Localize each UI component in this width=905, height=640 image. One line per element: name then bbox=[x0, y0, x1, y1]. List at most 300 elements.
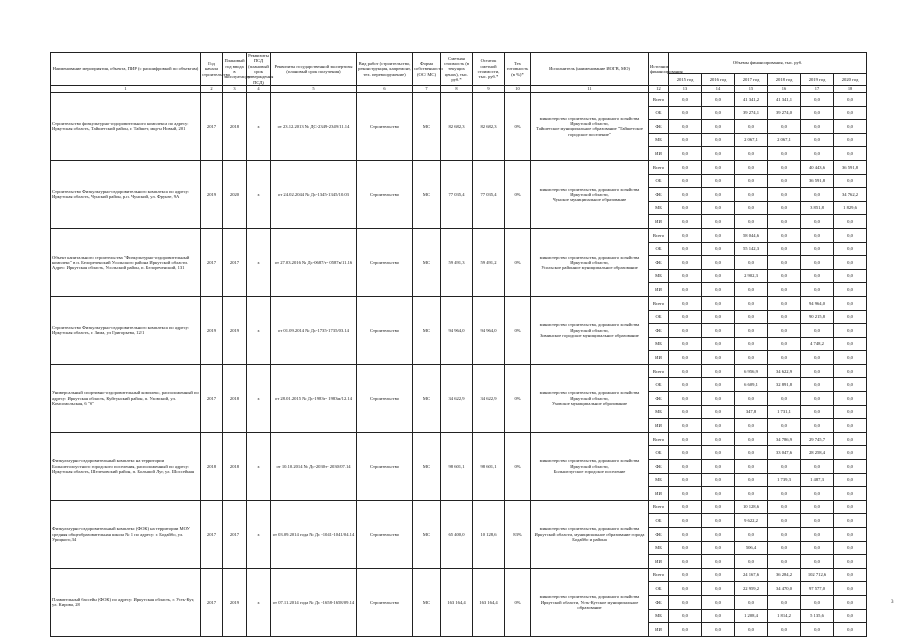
ownership: МС bbox=[413, 364, 441, 432]
cost-value: 163 164,4 bbox=[441, 568, 473, 636]
column-number: 1 bbox=[51, 86, 201, 93]
column-numbers-row bbox=[51, 86, 867, 93]
rest-value: 34 622,9 bbox=[473, 364, 505, 432]
amount-cell: 0,0 bbox=[768, 256, 801, 270]
source-cell: ОБ bbox=[649, 174, 669, 188]
amount-cell: 0,0 bbox=[801, 147, 834, 161]
amount-cell: 0,0 bbox=[702, 392, 735, 406]
amount-cell: 102 712,6 bbox=[801, 568, 834, 582]
object-name: Физкультурно-оздоровительный комплекс (ФОК) на территории МОУ средняя общеобразовательная школа № 1 по адресу: г. Бодайбо, ул. Урицкого,34 bbox=[51, 500, 201, 568]
source-cell: ИИ bbox=[649, 623, 669, 637]
source-cell: МБ bbox=[649, 473, 669, 487]
column-number: 2 bbox=[201, 86, 223, 93]
amount-cell: 0,0 bbox=[801, 541, 834, 555]
amount-cell: 33 047,6 bbox=[768, 446, 801, 460]
amount-cell: 0,0 bbox=[834, 364, 867, 378]
amount-cell: 0,0 bbox=[735, 201, 768, 215]
column-number: 12 bbox=[649, 86, 669, 93]
source-cell: ИИ bbox=[649, 351, 669, 365]
amount-cell: 0,0 bbox=[669, 568, 702, 582]
amount-cell: 0,0 bbox=[702, 283, 735, 297]
amount-cell: 0,0 bbox=[735, 174, 768, 188]
amount-cell: 0,0 bbox=[768, 460, 801, 474]
readiness-value: 0% bbox=[505, 568, 531, 636]
amount-cell: 0,0 bbox=[768, 595, 801, 609]
amount-cell: 0,0 bbox=[735, 419, 768, 433]
readiness-value: 0% bbox=[505, 160, 531, 228]
amount-cell: 0,0 bbox=[768, 541, 801, 555]
amount-cell: 0,0 bbox=[669, 201, 702, 215]
amount-cell: 41 341,1 bbox=[768, 93, 801, 107]
amount-cell: 58 044,6 bbox=[735, 228, 768, 242]
object-name: Объект капитального строительства "Физкультурно-оздоровительный комплекс" в п. Белореченский Усольского района Иркутской области. Адрес: Иркутская область, Усольский район, п. Белореченский, 131 bbox=[51, 228, 201, 296]
header-psd: Реквизиты ПСД (плановый срок утверждения ПСД) bbox=[248, 53, 274, 85]
amount-cell: 0,0 bbox=[834, 324, 867, 338]
ownership: МС bbox=[413, 568, 441, 636]
amount-cell: 34 786,9 bbox=[768, 432, 801, 446]
table-row bbox=[51, 296, 867, 310]
column-number: 18 bbox=[834, 86, 867, 93]
header-end-year: Плановый год ввода в эксплуатацию bbox=[223, 53, 247, 86]
source-cell: ОБ bbox=[649, 310, 669, 324]
header-ownership: Форма собственности (ОС/ МС) bbox=[413, 53, 441, 86]
amount-cell: 0,0 bbox=[834, 310, 867, 324]
amount-cell: 0,0 bbox=[669, 364, 702, 378]
amount-cell: 0,0 bbox=[768, 351, 801, 365]
amount-cell: 0,0 bbox=[702, 296, 735, 310]
amount-cell: 6 609,1 bbox=[735, 378, 768, 392]
amount-cell: 0,0 bbox=[702, 595, 735, 609]
table-row bbox=[51, 500, 867, 514]
amount-cell: 0,0 bbox=[669, 160, 702, 174]
amount-cell: 0,0 bbox=[768, 174, 801, 188]
executor-value: министерство строительства, дорожного хозяйства Иркутской области, Большелугское городское поселение bbox=[531, 432, 649, 500]
psd-value: х bbox=[247, 296, 271, 364]
psd-value: х bbox=[247, 364, 271, 432]
cost-value: 94 964,0 bbox=[441, 296, 473, 364]
column-number: 11 bbox=[531, 86, 649, 93]
column-number: 5 bbox=[271, 86, 357, 93]
executor-value: министерство строительства, дорожного хозяйства Иркутской области, Уховское муниципальное образование bbox=[531, 364, 649, 432]
readiness-value: 0% bbox=[505, 228, 531, 296]
amount-cell: 0,0 bbox=[834, 528, 867, 542]
amount-cell: 36 284,2 bbox=[768, 568, 801, 582]
amount-cell: 0,0 bbox=[669, 120, 702, 134]
amount-cell: 0,0 bbox=[702, 201, 735, 215]
amount-cell: 1 731,1 bbox=[768, 405, 801, 419]
psd-value: х bbox=[247, 568, 271, 636]
column-number: 15 bbox=[735, 86, 768, 93]
column-number: 3 bbox=[223, 86, 247, 93]
amount-cell: 0,0 bbox=[735, 555, 768, 569]
source-cell: ОБ bbox=[649, 446, 669, 460]
amount-cell: 0,0 bbox=[735, 324, 768, 338]
amount-cell: 0,0 bbox=[702, 133, 735, 147]
amount-cell: 0,0 bbox=[669, 351, 702, 365]
end-year: 2018 bbox=[223, 432, 247, 500]
amount-cell: 0,0 bbox=[834, 147, 867, 161]
amount-cell: 0,0 bbox=[801, 351, 834, 365]
expertise-value: от 24.02.2044 № Дс-1345-1345/10.03 bbox=[271, 160, 357, 228]
amount-cell: 0,0 bbox=[702, 514, 735, 528]
amount-cell: 0,0 bbox=[735, 256, 768, 270]
header-name: Наименование мероприятия, объекта, ПИР (с расшифровкой по объектам) bbox=[51, 53, 201, 86]
amount-cell: 0,0 bbox=[834, 228, 867, 242]
amount-cell: 0,0 bbox=[801, 487, 834, 501]
rest-value: 94 964,0 bbox=[473, 296, 505, 364]
amount-cell: 0,0 bbox=[735, 120, 768, 134]
amount-cell: 0,0 bbox=[669, 473, 702, 487]
amount-cell: 0,0 bbox=[735, 188, 768, 202]
amount-cell: 0,0 bbox=[801, 120, 834, 134]
amount-cell: 0,0 bbox=[669, 419, 702, 433]
amount-cell: 40 443,6 bbox=[801, 160, 834, 174]
amount-cell: 0,0 bbox=[801, 133, 834, 147]
amount-cell: 347,8 bbox=[735, 405, 768, 419]
amount-cell: 0,0 bbox=[801, 392, 834, 406]
end-year: 2019 bbox=[223, 568, 247, 636]
amount-cell: 0,0 bbox=[834, 269, 867, 283]
source-cell: ОБ bbox=[649, 242, 669, 256]
amount-cell: 0,0 bbox=[735, 460, 768, 474]
amount-cell: 0,0 bbox=[801, 215, 834, 229]
executor-value: министерство строительства, дорожного хозяйства Иркутской области, Усольское районное муниципальное образование bbox=[531, 228, 649, 296]
source-cell: МБ bbox=[649, 133, 669, 147]
source-cell: ФБ bbox=[649, 256, 669, 270]
amount-cell: 0,0 bbox=[768, 215, 801, 229]
amount-cell: 0,0 bbox=[669, 446, 702, 460]
amount-cell: 0,0 bbox=[735, 487, 768, 501]
amount-cell: 0,0 bbox=[801, 623, 834, 637]
amount-cell: 0,0 bbox=[702, 528, 735, 542]
object-name: Плавательный бассейн (ФОК) по адресу: Иркутская область, г. Усть-Кут, ул. Кирова, 28 bbox=[51, 568, 201, 636]
amount-cell: 0,0 bbox=[768, 487, 801, 501]
amount-cell: 0,0 bbox=[702, 324, 735, 338]
column-number: 13 bbox=[669, 86, 702, 93]
amount-cell: 0,0 bbox=[834, 405, 867, 419]
amount-cell: 0,0 bbox=[702, 160, 735, 174]
source-cell: ИИ bbox=[649, 487, 669, 501]
header-work-type: Вид работ (строительство, реконструкция, капремонт, тех. перевооружение) bbox=[357, 53, 413, 86]
amount-cell: 28 258,4 bbox=[801, 446, 834, 460]
work-type: Строительство bbox=[357, 432, 413, 500]
source-cell: ФБ bbox=[649, 595, 669, 609]
amount-cell: 0,0 bbox=[669, 310, 702, 324]
amount-cell: 0,0 bbox=[768, 419, 801, 433]
amount-cell: 0,0 bbox=[702, 419, 735, 433]
amount-cell: 0,0 bbox=[669, 582, 702, 596]
source-cell: Всего bbox=[649, 432, 669, 446]
amount-cell: 0,0 bbox=[735, 283, 768, 297]
source-cell: МБ bbox=[649, 201, 669, 215]
amount-cell: 0,0 bbox=[834, 120, 867, 134]
amount-cell: 0,0 bbox=[768, 228, 801, 242]
amount-cell: 0,0 bbox=[801, 419, 834, 433]
amount-cell: 0,0 bbox=[834, 446, 867, 460]
table-row bbox=[51, 432, 867, 446]
source-cell: Всего bbox=[649, 93, 669, 107]
amount-cell: 97 577,0 bbox=[801, 582, 834, 596]
amount-cell: 0,0 bbox=[669, 595, 702, 609]
amount-cell: 0,0 bbox=[834, 256, 867, 270]
source-cell: Всего bbox=[649, 296, 669, 310]
ownership: МС bbox=[413, 160, 441, 228]
executor-value: министерство строительства, дорожного хозяйства Иркутской области, Тайшетское муниципальное образование "Тайшетское городское поселение" bbox=[531, 93, 649, 161]
amount-cell: 1 829,6 bbox=[834, 201, 867, 215]
start-year: 2017 bbox=[201, 500, 223, 568]
amount-cell: 0,0 bbox=[669, 555, 702, 569]
amount-cell: 0,0 bbox=[669, 460, 702, 474]
amount-cell: 0,0 bbox=[669, 528, 702, 542]
amount-cell: 0,0 bbox=[702, 364, 735, 378]
amount-cell: 0,0 bbox=[669, 242, 702, 256]
ownership: МС bbox=[413, 93, 441, 161]
executor-value: министерство строительства, дорожного хозяйства Иркутской области, муниципальное образование города Бодайбо и района bbox=[531, 500, 649, 568]
table-row bbox=[51, 568, 867, 582]
amount-cell: 2 067,1 bbox=[768, 133, 801, 147]
start-year: 2017 bbox=[201, 568, 223, 636]
cost-value: 65 400,0 bbox=[441, 500, 473, 568]
readiness-value: 0% bbox=[505, 296, 531, 364]
source-cell: МБ bbox=[649, 269, 669, 283]
source-cell: МБ bbox=[649, 405, 669, 419]
rest-value: 59 491,2 bbox=[473, 228, 505, 296]
amount-cell: 0,0 bbox=[801, 188, 834, 202]
amount-cell: 0,0 bbox=[834, 337, 867, 351]
work-type: Строительство bbox=[357, 500, 413, 568]
amount-cell: 0,0 bbox=[735, 337, 768, 351]
amount-cell: 0,0 bbox=[702, 568, 735, 582]
amount-cell: 0,0 bbox=[702, 215, 735, 229]
expertise-value: от 07.11.2014 года № Дс -1658-1658/09.14 bbox=[271, 568, 357, 636]
amount-cell: 0,0 bbox=[768, 296, 801, 310]
amount-cell: 0,0 bbox=[702, 432, 735, 446]
amount-cell: 0,0 bbox=[834, 419, 867, 433]
source-cell: Всего bbox=[649, 160, 669, 174]
column-number: 6 bbox=[357, 86, 413, 93]
expertise-value: от 23.12.2013 № ДС-2349-2349/11.14 bbox=[271, 93, 357, 161]
header-volumes: Объемы финансирования, тыс. руб. bbox=[669, 53, 867, 74]
amount-cell: 0,0 bbox=[702, 106, 735, 120]
header-rest: Остаток сметной стоимости, тыс. руб.* bbox=[473, 53, 505, 86]
amount-cell: 2 067,1 bbox=[735, 133, 768, 147]
amount-cell: 32 891,8 bbox=[768, 378, 801, 392]
source-cell: ИИ bbox=[649, 215, 669, 229]
header-year-2018: 2018 год bbox=[768, 74, 801, 86]
amount-cell: 0,0 bbox=[702, 460, 735, 474]
amount-cell: 0,0 bbox=[834, 242, 867, 256]
amount-cell: 0,0 bbox=[834, 283, 867, 297]
amount-cell: 0,0 bbox=[801, 595, 834, 609]
executor-value: министерство строительства, дорожного хозяйства Иркутской области, Чунское муниципальное образование bbox=[531, 160, 649, 228]
amount-cell: 0,0 bbox=[801, 324, 834, 338]
column-number: 17 bbox=[801, 86, 834, 93]
table-body bbox=[51, 93, 867, 637]
object-name: Строительство физкультурно-оздоровительного комплекса по адресу: Иркутская область, Тайшетский район, г. Тайшет, мкр-н Новый, 201 bbox=[51, 93, 201, 161]
header-year-2020: 2020 год bbox=[834, 74, 867, 86]
object-name: Физкультурно-оздоровительный комплекс на территории Большеголоустного городского поселения, расположенный по адресу: Иркутская область, Шелеховский район, п. Большой Луг, ул. Шоссейная bbox=[51, 432, 201, 500]
source-cell: ФБ bbox=[649, 188, 669, 202]
source-cell: ИИ bbox=[649, 283, 669, 297]
work-type: Строительство bbox=[357, 296, 413, 364]
amount-cell: 36 591,8 bbox=[801, 174, 834, 188]
amount-cell: 0,0 bbox=[834, 487, 867, 501]
start-year: 2017 bbox=[201, 93, 223, 161]
amount-cell: 0,0 bbox=[735, 160, 768, 174]
psd-value: х bbox=[247, 432, 271, 500]
amount-cell: 0,0 bbox=[834, 93, 867, 107]
ownership: МС bbox=[413, 296, 441, 364]
table-row bbox=[51, 93, 867, 107]
rest-value: 98 601,1 bbox=[473, 432, 505, 500]
source-cell: ФБ bbox=[649, 392, 669, 406]
start-year: 2019 bbox=[201, 160, 223, 228]
amount-cell: 34 470,0 bbox=[768, 582, 801, 596]
amount-cell: 0,0 bbox=[768, 528, 801, 542]
cost-value: 77 035,4 bbox=[441, 160, 473, 228]
object-name: Строительство Физкультурно-оздоровительного комплекса по адресу: Иркутская область, Чунский район, р.п. Чунский, ул. Фрунзе, 9А bbox=[51, 160, 201, 228]
source-cell: ФБ bbox=[649, 460, 669, 474]
amount-cell: 0,0 bbox=[669, 541, 702, 555]
header-start-year: Год начала строительства bbox=[201, 53, 223, 86]
source-cell: ОБ bbox=[649, 106, 669, 120]
source-cell: ФБ bbox=[649, 528, 669, 542]
amount-cell: 0,0 bbox=[801, 405, 834, 419]
ownership: МС bbox=[413, 432, 441, 500]
source-cell: ИИ bbox=[649, 419, 669, 433]
amount-cell: 0,0 bbox=[768, 514, 801, 528]
amount-cell: 0,0 bbox=[702, 500, 735, 514]
end-year: 2018 bbox=[223, 364, 247, 432]
expertise-value: от 01.09.2014 № Дс-1735-1735/03.14 bbox=[271, 296, 357, 364]
amount-cell: 0,0 bbox=[669, 188, 702, 202]
source-cell: МБ bbox=[649, 541, 669, 555]
amount-cell: 0,0 bbox=[702, 555, 735, 569]
expertise-value: от 28.01.2015 № Дс-1983т- 1983м/12.14 bbox=[271, 364, 357, 432]
header-source: Источник финансирования bbox=[649, 53, 669, 86]
header-year-2015: 2015 год bbox=[669, 74, 702, 86]
financing-sheet bbox=[50, 52, 866, 637]
header-cost: Сметная стоимость (в текущих ценах), тыс. руб.* bbox=[441, 53, 473, 86]
amount-cell: 0,0 bbox=[768, 392, 801, 406]
column-number: 16 bbox=[768, 86, 801, 93]
amount-cell: 0,0 bbox=[702, 405, 735, 419]
amount-cell: 0,0 bbox=[834, 500, 867, 514]
column-number: 9 bbox=[473, 86, 505, 93]
object-name: Универсальный спортивно-оздоровительный комплекс, расположенный по адресу: Иркутская область, Куйтунский район, п. Уховский, ул. Комсомольская, 6 "б" bbox=[51, 364, 201, 432]
amount-cell: 0,0 bbox=[834, 541, 867, 555]
readiness-value: 0% bbox=[505, 432, 531, 500]
amount-cell: 90 215,8 bbox=[801, 310, 834, 324]
header-year-2016: 2016 год bbox=[702, 74, 735, 86]
amount-cell: 0,0 bbox=[702, 446, 735, 460]
work-type: Строительство bbox=[357, 364, 413, 432]
amount-cell: 0,0 bbox=[735, 528, 768, 542]
amount-cell: 0,0 bbox=[801, 500, 834, 514]
column-number: 8 bbox=[441, 86, 473, 93]
cost-value: 98 601,1 bbox=[441, 432, 473, 500]
start-year: 2019 bbox=[201, 296, 223, 364]
amount-cell: 0,0 bbox=[669, 296, 702, 310]
expertise-value: от 27.03.2016 № Дс-0687/т- 0587в/11.16 bbox=[271, 228, 357, 296]
amount-cell: 0,0 bbox=[669, 432, 702, 446]
column-number: 4 bbox=[247, 86, 271, 93]
work-type: Строительство bbox=[357, 93, 413, 161]
header-readiness: Тех готовность (в %)* bbox=[505, 53, 531, 86]
source-cell: ОБ bbox=[649, 514, 669, 528]
end-year: 2018 bbox=[223, 93, 247, 161]
amount-cell: 0,0 bbox=[834, 215, 867, 229]
source-cell: МБ bbox=[649, 337, 669, 351]
amount-cell: 0,0 bbox=[834, 392, 867, 406]
amount-cell: 0,0 bbox=[702, 174, 735, 188]
psd-value: х bbox=[247, 500, 271, 568]
header-executor: Исполнитель (наименование ИОГВ, МО) bbox=[531, 53, 649, 86]
ownership: МС bbox=[413, 228, 441, 296]
amount-cell: 0,0 bbox=[801, 269, 834, 283]
amount-cell: 34 622,9 bbox=[768, 364, 801, 378]
amount-cell: 0,0 bbox=[834, 514, 867, 528]
work-type: Строительство bbox=[357, 228, 413, 296]
amount-cell: 22 959,2 bbox=[735, 582, 768, 596]
amount-cell: 0,0 bbox=[834, 609, 867, 623]
amount-cell: 0,0 bbox=[735, 310, 768, 324]
source-cell: ИИ bbox=[649, 555, 669, 569]
amount-cell: 0,0 bbox=[702, 473, 735, 487]
amount-cell: 0,0 bbox=[669, 269, 702, 283]
end-year: 2017 bbox=[223, 228, 247, 296]
source-cell: Всего bbox=[649, 500, 669, 514]
amount-cell: 0,0 bbox=[702, 541, 735, 555]
amount-cell: 0,0 bbox=[735, 147, 768, 161]
source-cell: Всего bbox=[649, 364, 669, 378]
amount-cell: 506,4 bbox=[735, 541, 768, 555]
header-year-2017: 2017 год bbox=[735, 74, 768, 86]
amount-cell: 0,0 bbox=[702, 582, 735, 596]
expertise-value: от 03.09.2014 года № Дс -1041-1041/04.14 bbox=[271, 500, 357, 568]
rest-value: 10 128,6 bbox=[473, 500, 505, 568]
object-name: Строительство Физкультурно-оздоровительного комплекса по адресу: Иркутская область, г. Зима, ул Григорьева, 12/1 bbox=[51, 296, 201, 364]
amount-cell: 0,0 bbox=[735, 446, 768, 460]
source-cell: ОБ bbox=[649, 378, 669, 392]
amount-cell: 0,0 bbox=[669, 324, 702, 338]
amount-cell: 0,0 bbox=[834, 582, 867, 596]
amount-cell: 0,0 bbox=[768, 120, 801, 134]
start-year: 2018 bbox=[201, 432, 223, 500]
amount-cell: 6 956,9 bbox=[735, 364, 768, 378]
amount-cell: 0,0 bbox=[834, 133, 867, 147]
amount-cell: 5 135,6 bbox=[801, 609, 834, 623]
source-cell: Всего bbox=[649, 568, 669, 582]
amount-cell: 39 274,0 bbox=[768, 106, 801, 120]
source-cell: ОБ bbox=[649, 582, 669, 596]
work-type: Строительство bbox=[357, 568, 413, 636]
source-cell: ИИ bbox=[649, 147, 669, 161]
amount-cell: 0,0 bbox=[768, 160, 801, 174]
amount-cell: 0,0 bbox=[834, 568, 867, 582]
end-year: 2020 bbox=[223, 160, 247, 228]
amount-cell: 0,0 bbox=[768, 623, 801, 637]
amount-cell: 1 739,3 bbox=[768, 473, 801, 487]
amount-cell: 24 167,6 bbox=[735, 568, 768, 582]
page-number: 3 bbox=[891, 600, 894, 605]
amount-cell: 0,0 bbox=[669, 378, 702, 392]
table-row bbox=[51, 228, 867, 242]
amount-cell: 0,0 bbox=[768, 310, 801, 324]
amount-cell: 0,0 bbox=[768, 201, 801, 215]
source-cell: МБ bbox=[649, 609, 669, 623]
work-type: Строительство bbox=[357, 160, 413, 228]
